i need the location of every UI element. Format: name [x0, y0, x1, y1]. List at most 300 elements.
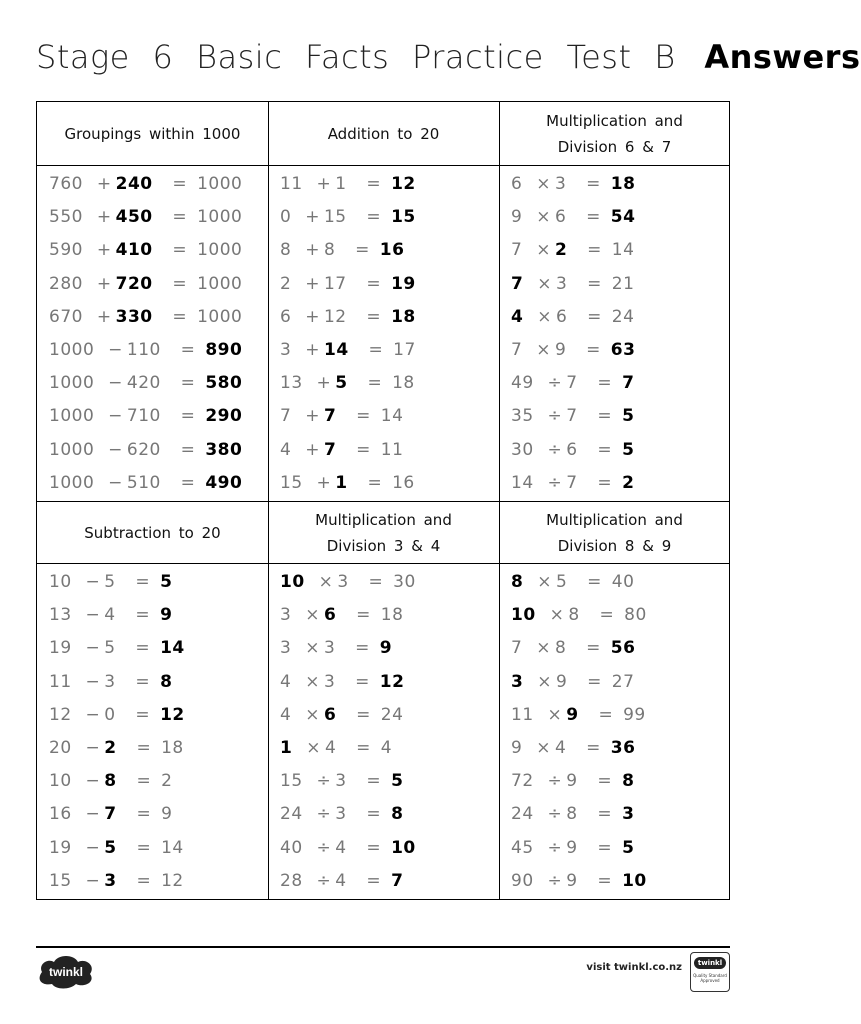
equation-row: [280, 234, 491, 267]
operand: 4: [554, 738, 567, 758]
operator: ×: [536, 207, 551, 228]
operator: +: [316, 373, 332, 394]
operator: ÷: [316, 804, 332, 825]
result-value: 1000: [197, 306, 243, 327]
operator: ×: [536, 240, 551, 261]
equation-row: [280, 168, 491, 201]
operand: 110: [126, 340, 161, 360]
operator: −: [85, 605, 101, 626]
operator: +: [305, 340, 320, 360]
equals-sign: =: [587, 373, 623, 394]
equation-row: [49, 566, 260, 599]
equation-row: [280, 865, 491, 898]
section-divider: [37, 501, 729, 502]
operand: 7: [280, 406, 292, 427]
operator: −: [108, 373, 123, 394]
section-header: Addition to 20: [327, 124, 440, 143]
operator: +: [316, 472, 332, 493]
section-header: Multiplication and Division 6 & 7: [546, 111, 683, 156]
operand: 9: [556, 671, 568, 692]
operand: 3: [554, 174, 567, 194]
equation-row: [511, 632, 722, 665]
quality-badge: [690, 952, 730, 992]
result-value: 890: [205, 340, 243, 360]
equation-row: [280, 832, 491, 865]
equation-row: [280, 699, 491, 732]
page-title: [36, 38, 861, 88]
equation-row: [511, 234, 722, 267]
operand: 16: [49, 804, 72, 825]
equation-row: [49, 268, 260, 301]
operand: 9: [554, 340, 567, 360]
equals-sign: =: [356, 804, 392, 825]
equation-row: [49, 334, 260, 367]
operand: 8: [566, 804, 578, 825]
equals-sign: =: [346, 406, 381, 427]
operand: 4: [280, 704, 292, 725]
equals-sign: =: [587, 837, 623, 858]
equation-row: [280, 666, 491, 699]
operator: ×: [306, 738, 321, 758]
operator: +: [96, 207, 112, 228]
operand: 450: [115, 207, 153, 228]
equation-row: [280, 434, 491, 467]
operand: 8: [104, 771, 117, 792]
equals-sign: =: [170, 472, 206, 493]
operand: 10: [280, 572, 305, 592]
badge-caption: Quality Standard Approved: [693, 973, 727, 983]
result-value: 2: [622, 472, 635, 493]
equals-sign: =: [577, 240, 612, 261]
result-value: 36: [610, 738, 636, 758]
operator: +: [305, 406, 320, 427]
operand: 330: [115, 306, 153, 327]
equals-sign: =: [587, 472, 623, 493]
result-value: 5: [622, 406, 635, 427]
equation-row: [49, 632, 260, 665]
operand: 14: [511, 472, 534, 493]
equation-row: [511, 666, 722, 699]
section-header: Multiplication and Division 3 & 4: [315, 511, 452, 555]
operand: 7: [323, 406, 337, 427]
operand: 15: [323, 207, 347, 228]
result-value: 380: [205, 439, 243, 460]
result-value: 18: [161, 738, 184, 758]
equals-sign: =: [162, 174, 198, 194]
operand: 24: [511, 804, 534, 825]
equation-row: [49, 467, 260, 500]
equation-row: [511, 699, 722, 732]
title-answers: Answers: [704, 38, 861, 76]
equation-row: [511, 765, 722, 798]
equals-sign: =: [346, 605, 381, 626]
equals-sign: =: [125, 704, 161, 725]
operand: 8: [323, 240, 336, 261]
result-value: 8: [391, 804, 404, 825]
equals-sign: =: [576, 340, 611, 360]
operand: 5: [104, 572, 116, 592]
operand: 30: [511, 439, 534, 460]
operand: 1000: [49, 439, 95, 460]
operand: 2: [280, 273, 292, 294]
operand: 4: [325, 738, 337, 758]
equation-row: [49, 732, 260, 765]
operator: −: [108, 340, 123, 360]
result-value: 5: [622, 439, 635, 460]
operator: −: [85, 738, 101, 758]
operator: −: [108, 472, 123, 493]
operand: 11: [49, 671, 72, 692]
result-value: 12: [391, 174, 416, 194]
operand: 6: [511, 174, 523, 194]
operator: ÷: [547, 472, 563, 493]
operand: 12: [49, 704, 72, 725]
operator: −: [85, 837, 101, 858]
equals-sign: =: [170, 406, 206, 427]
operator: ×: [305, 704, 320, 725]
equation-row: [49, 798, 260, 831]
equals-sign: =: [126, 804, 162, 825]
equation-row: [280, 765, 491, 798]
operand: 8: [568, 605, 580, 626]
operand: 3: [323, 671, 336, 692]
operand: 3: [280, 605, 292, 626]
result-value: 10: [622, 870, 647, 891]
equals-sign: =: [345, 638, 380, 659]
operand: 1000: [49, 406, 95, 427]
operator: ÷: [316, 771, 332, 792]
operand: 7: [511, 240, 523, 261]
equals-sign: =: [356, 273, 392, 294]
equation-row: [511, 434, 722, 467]
result-value: 8: [622, 771, 635, 792]
badge-label: twinkl: [694, 957, 726, 969]
equation-row: [511, 467, 722, 500]
result-value: 2: [161, 771, 173, 792]
operator: ÷: [316, 837, 332, 858]
equals-sign: =: [356, 771, 392, 792]
equals-sign: =: [126, 870, 162, 891]
operator: −: [85, 804, 101, 825]
operand: 20: [49, 738, 72, 758]
operator: +: [305, 207, 320, 228]
operator: −: [85, 638, 101, 659]
equals-sign: =: [577, 671, 612, 692]
operand: 1: [335, 472, 348, 493]
operand: 9: [511, 207, 523, 228]
equals-sign: =: [356, 870, 392, 891]
operand: 3: [511, 671, 524, 692]
operand: 8: [511, 572, 524, 592]
operator: ×: [537, 306, 552, 327]
operator: −: [85, 572, 101, 592]
equals-sign: =: [356, 174, 392, 194]
result-value: 7: [622, 373, 635, 394]
result-value: 12: [161, 870, 184, 891]
operand: 4: [280, 439, 292, 460]
result-value: 18: [392, 373, 415, 394]
operator: ×: [536, 638, 551, 659]
equals-sign: =: [577, 572, 612, 592]
result-value: 16: [392, 472, 415, 493]
equals-sign: =: [345, 671, 380, 692]
equals-sign: =: [125, 605, 161, 626]
operator: ×: [536, 738, 551, 758]
operator: ×: [537, 572, 552, 592]
equals-sign: =: [170, 340, 206, 360]
operand: 9: [566, 837, 578, 858]
operand: 6: [556, 306, 568, 327]
operand: 420: [126, 373, 161, 394]
equals-sign: =: [587, 870, 623, 891]
operand: 19: [49, 837, 72, 858]
twinkl-logo: [36, 952, 96, 990]
operand: 3: [337, 572, 349, 592]
operand: 10: [49, 572, 72, 592]
operator: ×: [305, 638, 320, 659]
equation-row: [511, 301, 722, 334]
result-value: 7: [391, 870, 404, 891]
operator: −: [85, 771, 101, 792]
operand: 620: [126, 439, 161, 460]
equation-row: [511, 168, 722, 201]
equation-row: [280, 732, 491, 765]
operator: +: [305, 240, 320, 261]
result-value: 5: [391, 771, 404, 792]
operator: ×: [537, 671, 552, 692]
equals-sign: =: [126, 738, 162, 758]
operand: 24: [280, 804, 303, 825]
operand: 8: [554, 638, 567, 659]
operand: 590: [49, 240, 83, 261]
operand: 9: [566, 870, 578, 891]
equation-row: [280, 467, 491, 500]
result-value: 14: [160, 638, 185, 659]
operand: 35: [511, 406, 534, 427]
equation-row: [49, 699, 260, 732]
operator: +: [96, 240, 112, 261]
equation-row: [280, 201, 491, 234]
section-header: Multiplication and Division 8 & 9: [546, 511, 683, 555]
operand: 3: [556, 273, 568, 294]
equation-row: [49, 765, 260, 798]
equals-sign: =: [346, 704, 381, 725]
result-value: 40: [611, 572, 635, 592]
equation-row: [511, 798, 722, 831]
result-value: 17: [393, 340, 416, 360]
operator: ÷: [547, 837, 563, 858]
equation-row: [511, 732, 722, 765]
operand: 760: [49, 174, 83, 194]
equation-row: [49, 434, 260, 467]
logo-text: twinkl: [48, 965, 84, 979]
equals-sign: =: [577, 273, 612, 294]
operator: +: [305, 306, 320, 327]
operand: 5: [556, 572, 568, 592]
result-value: 19: [391, 273, 416, 294]
operator: +: [96, 306, 112, 327]
result-value: 63: [610, 340, 636, 360]
result-value: 1000: [197, 207, 243, 228]
equation-row: [280, 301, 491, 334]
result-value: 290: [205, 406, 243, 427]
equation-row: [49, 234, 260, 267]
equation-row: [280, 599, 491, 632]
equals-sign: =: [587, 804, 623, 825]
operand: 6: [323, 605, 337, 626]
operand: 9: [511, 738, 523, 758]
operand: 1000: [49, 340, 95, 360]
operand: 7: [323, 439, 337, 460]
equals-sign: =: [357, 472, 393, 493]
operator: ×: [536, 174, 551, 194]
result-value: 12: [160, 704, 185, 725]
result-value: 18: [610, 174, 636, 194]
operand: 17: [323, 273, 347, 294]
equation-row: [280, 400, 491, 433]
operand: 0: [104, 704, 116, 725]
result-value: 5: [160, 572, 173, 592]
operator: ×: [537, 273, 552, 294]
equals-sign: =: [588, 704, 624, 725]
operand: 3: [335, 771, 347, 792]
operand: 8: [280, 240, 292, 261]
equation-row: [280, 334, 491, 367]
equals-sign: =: [587, 406, 623, 427]
result-value: 56: [610, 638, 636, 659]
operand: 3: [335, 804, 347, 825]
equation-row: [511, 268, 722, 301]
result-value: 4: [380, 738, 393, 758]
equation-row: [49, 201, 260, 234]
equals-sign: =: [170, 373, 206, 394]
operand: 12: [323, 306, 347, 327]
operand: 1: [335, 174, 347, 194]
equals-sign: =: [576, 207, 611, 228]
operator: ÷: [547, 373, 563, 394]
equation-row: [49, 832, 260, 865]
result-value: 18: [391, 306, 416, 327]
operand: 11: [280, 174, 303, 194]
operand: 11: [511, 704, 534, 725]
equals-sign: =: [162, 240, 198, 261]
equals-sign: =: [125, 671, 161, 692]
operand: 550: [49, 207, 83, 228]
operator: ÷: [547, 439, 563, 460]
result-value: 1000: [197, 273, 243, 294]
operand: 7: [511, 273, 524, 294]
operator: ÷: [547, 804, 563, 825]
equals-sign: =: [346, 439, 381, 460]
operand: 10: [511, 605, 536, 626]
equals-sign: =: [576, 174, 611, 194]
result-value: 80: [624, 605, 647, 626]
operand: 6: [566, 439, 578, 460]
operator: ÷: [547, 406, 563, 427]
equation-row: [49, 367, 260, 400]
operand: 2: [554, 240, 568, 261]
operator: −: [108, 406, 123, 427]
equation-row: [280, 367, 491, 400]
result-value: 12: [379, 671, 405, 692]
operand: 4: [335, 870, 347, 891]
operand: 7: [566, 472, 578, 493]
result-value: 14: [611, 240, 635, 261]
equation-row: [511, 566, 722, 599]
equals-sign: =: [345, 240, 380, 261]
operand: 6: [323, 704, 337, 725]
equals-sign: =: [589, 605, 625, 626]
equals-sign: =: [125, 638, 161, 659]
equation-row: [511, 599, 722, 632]
equation-row: [511, 367, 722, 400]
operand: 4: [280, 671, 292, 692]
equation-row: [49, 400, 260, 433]
operator: +: [305, 439, 320, 460]
result-value: 30: [393, 572, 416, 592]
operator: +: [316, 174, 332, 194]
equals-sign: =: [356, 837, 392, 858]
operator: +: [96, 273, 112, 294]
operand: 4: [335, 837, 347, 858]
equals-sign: =: [126, 837, 162, 858]
operand: 3: [323, 638, 336, 659]
header-divider: [37, 563, 729, 564]
operator: ÷: [547, 870, 563, 891]
result-value: 5: [622, 837, 635, 858]
result-value: 9: [160, 605, 173, 626]
operand: 10: [49, 771, 72, 792]
equation-row: [511, 334, 722, 367]
operand: 13: [280, 373, 303, 394]
result-value: 490: [205, 472, 243, 493]
result-value: 21: [611, 273, 635, 294]
title-text: Stage 6 Basic Facts Practice Test B: [36, 38, 676, 76]
equals-sign: =: [162, 273, 198, 294]
equation-row: [49, 865, 260, 898]
operand: 13: [49, 605, 72, 626]
equation-row: [49, 599, 260, 632]
operand: 45: [511, 837, 534, 858]
equation-row: [511, 832, 722, 865]
equals-sign: =: [358, 340, 394, 360]
equals-sign: =: [576, 738, 611, 758]
visit-link[interactable]: visit twinkl.co.nz: [586, 962, 682, 973]
operand: 0: [280, 207, 292, 228]
equation-row: [280, 268, 491, 301]
equation-row: [511, 400, 722, 433]
equals-sign: =: [126, 771, 162, 792]
equation-row: [49, 301, 260, 334]
operand: 670: [49, 306, 83, 327]
operand: 510: [126, 472, 161, 493]
operand: 49: [511, 373, 534, 394]
equals-sign: =: [125, 572, 161, 592]
equation-row: [280, 798, 491, 831]
operand: 5: [104, 837, 117, 858]
result-value: 1000: [197, 240, 243, 261]
operand: 72: [511, 771, 534, 792]
result-value: 14: [161, 837, 184, 858]
operand: 3: [104, 671, 116, 692]
operand: 6: [554, 207, 567, 228]
equals-sign: =: [346, 738, 381, 758]
operand: 9: [566, 771, 578, 792]
answer-table: [36, 101, 730, 900]
equation-row: [511, 865, 722, 898]
operand: 6: [280, 306, 292, 327]
operator: ÷: [316, 870, 332, 891]
